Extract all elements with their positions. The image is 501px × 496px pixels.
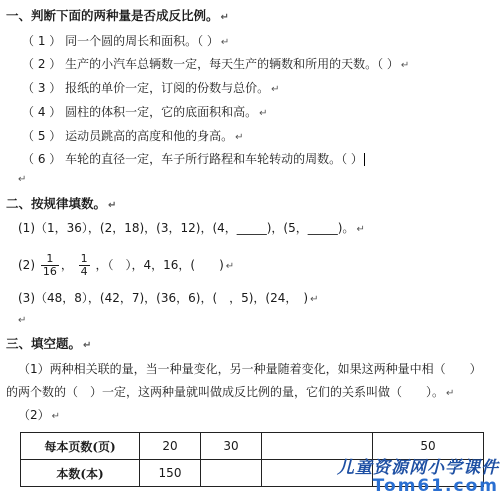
- s1-item-6: （ 6 ） 车轮的直径一定，车子所行路程和车轮转动的周数。（ ）: [22, 152, 363, 166]
- text-cursor: [364, 153, 365, 166]
- table-cell: 150: [140, 460, 201, 487]
- table-header-count: 本数(本): [21, 460, 140, 487]
- s2-line-1: (1)（1，36），(2，18)，(3，12)，(4，_____)，(5，_____)。 ↵: [18, 221, 365, 235]
- section2-heading: 二、按规律填数。 ↵: [6, 196, 117, 211]
- s1-item-1: （ 1 ） 同一个圆的周长和面积。（ ） ↵: [22, 34, 230, 48]
- s3-line-3: （2） ↵: [18, 408, 61, 422]
- s2-line-3: (3)（48，8），(42，7)，(36，6)，( ，5)，(24， ) ↵: [18, 291, 319, 305]
- section1-heading: 一、判断下面的两种量是否成反比例。 ↵: [6, 8, 229, 23]
- fraction-1-16: $\frac{1}{16}$: [42, 252, 57, 278]
- table-cell: 30: [201, 433, 262, 460]
- s3-line-1: （1）两种相关联的量，当一种量变化，另一种量随着变化，如果这两种量中相（ ）: [18, 362, 482, 376]
- s2-line-2: (2) $\frac{1}{16}$ ， $\frac{1}{4}$ ，（ ），4，16，( ) ↵: [18, 252, 235, 278]
- s1-item-4: （ 4 ） 圆柱的体积一定，它的底面积和高。 ↵: [22, 105, 268, 119]
- s3-line-2: 的两个数的（ ）一定，这两种量就叫做成反比例的量，它们的关系叫做（ ）。 ↵: [6, 385, 455, 399]
- watermark-site: Tom61.com: [372, 476, 499, 496]
- table-cell: [201, 460, 262, 487]
- table-header-pages: 每本页数(页): [21, 433, 140, 460]
- empty-paragraph-2: ↵: [18, 315, 27, 326]
- section3-heading: 三、填空题。 ↵: [6, 336, 92, 351]
- s1-item-2: （ 2 ） 生产的小汽车总辆数一定，每天生产的辆数和所用的天数。（ ） ↵: [22, 57, 410, 71]
- empty-paragraph: ↵: [18, 174, 27, 185]
- s1-item-3: （ 3 ） 报纸的单价一定，订阅的份数与总价。 ↵: [22, 81, 280, 95]
- table-cell: 50: [373, 433, 484, 460]
- s1-item-5: （ 5 ） 运动员跳高的高度和他的身高。 ↵: [22, 129, 244, 143]
- fraction-1-4: $\frac{1}{4}$: [80, 252, 88, 278]
- watermark-title: 儿童资源网小学课件: [337, 458, 499, 478]
- table-cell: 20: [140, 433, 201, 460]
